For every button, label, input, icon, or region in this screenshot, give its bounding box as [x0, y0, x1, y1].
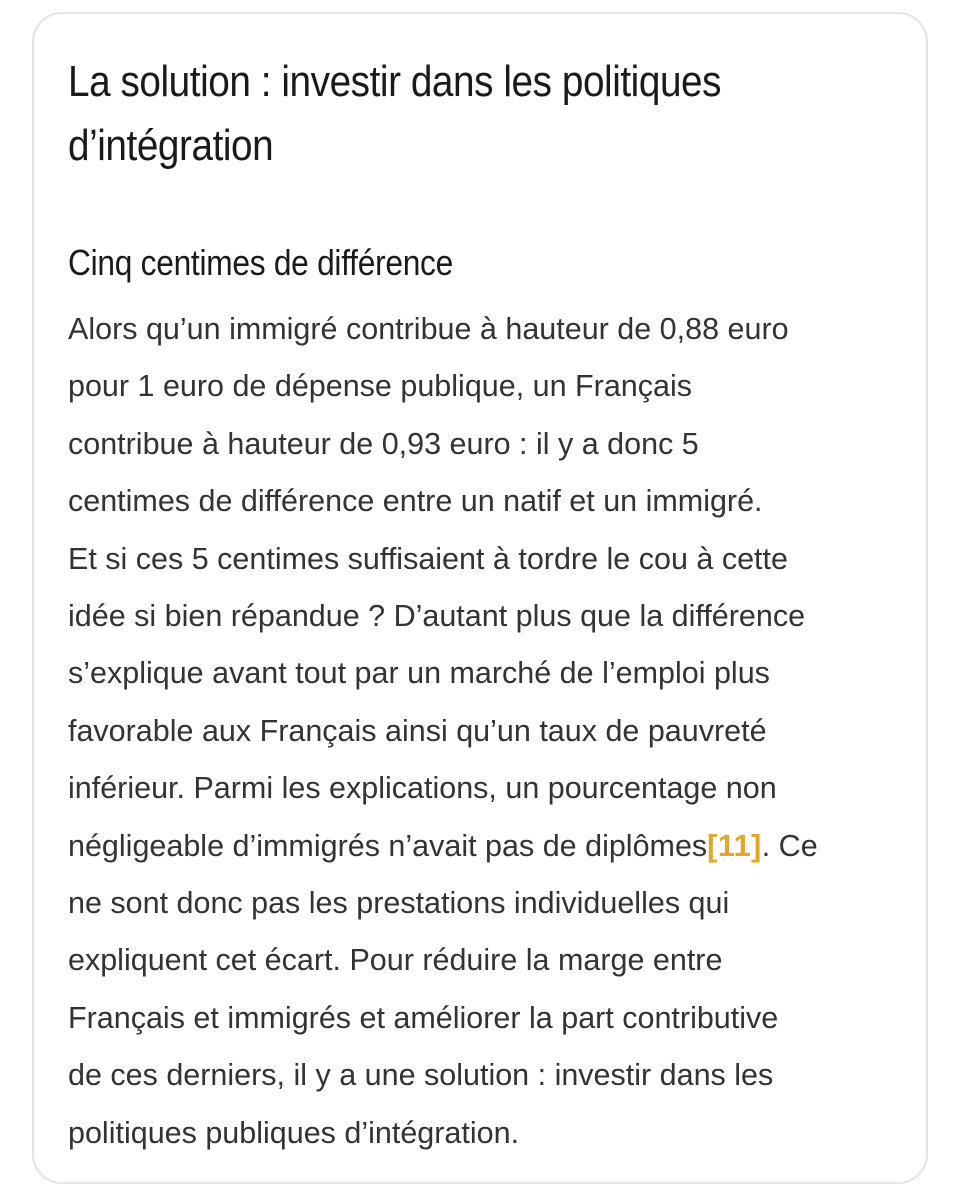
- paragraph-line: contribue à hauteur de 0,93 euro : il y a donc 5: [68, 426, 699, 461]
- paragraph-line-with-footnote: [68, 818, 894, 875]
- footnote-reference-link[interactable]: [11]: [707, 828, 762, 863]
- paragraph-line: expliquent cet écart. Pour réduire la marge entre: [68, 943, 723, 978]
- paragraph-line: de ces derniers, il y a une solution : investir dans les: [68, 1058, 774, 1093]
- article-paragraph: [68, 301, 894, 1162]
- paragraph-line: ne sont donc pas les prestations individuelles qui: [68, 886, 730, 921]
- section-subtitle: Cinq centimes de différence: [68, 242, 453, 283]
- article-title-line: La solution : investir dans les politiques: [68, 57, 722, 106]
- article-card: [32, 12, 928, 1184]
- paragraph-line: idée si bien répandue ? D’autant plus que la différence: [68, 599, 806, 634]
- paragraph-line: s’explique avant tout par un marché de l’emploi plus: [68, 656, 770, 691]
- paragraph-line: Français et immigrés et améliorer la part contributive: [68, 1000, 779, 1035]
- paragraph-line: favorable aux Français ainsi qu’un taux de pauvreté: [68, 713, 767, 748]
- footnote-line-text: négligeable d’immigrés n’avait pas de diplômes: [68, 828, 708, 863]
- paragraph-line: politiques publiques d’intégration.: [68, 1115, 520, 1150]
- article-title-line: d’intégration: [68, 121, 274, 170]
- article-title: [68, 50, 860, 178]
- paragraph-line: Alors qu’un immigré contribue à hauteur de 0,88 euro: [68, 312, 789, 346]
- paragraph-line: pour 1 euro de dépense publique, un Français: [68, 369, 692, 404]
- paragraph-line: centimes de différence entre un natif et un immigré.: [68, 484, 763, 519]
- paragraph-line: Et si ces 5 centimes suffisaient à tordre le cou à cette: [68, 541, 788, 576]
- footnote-line-text-after: . Ce: [761, 828, 818, 863]
- paragraph-line: inférieur. Parmi les explications, un pourcentage non: [68, 771, 777, 806]
